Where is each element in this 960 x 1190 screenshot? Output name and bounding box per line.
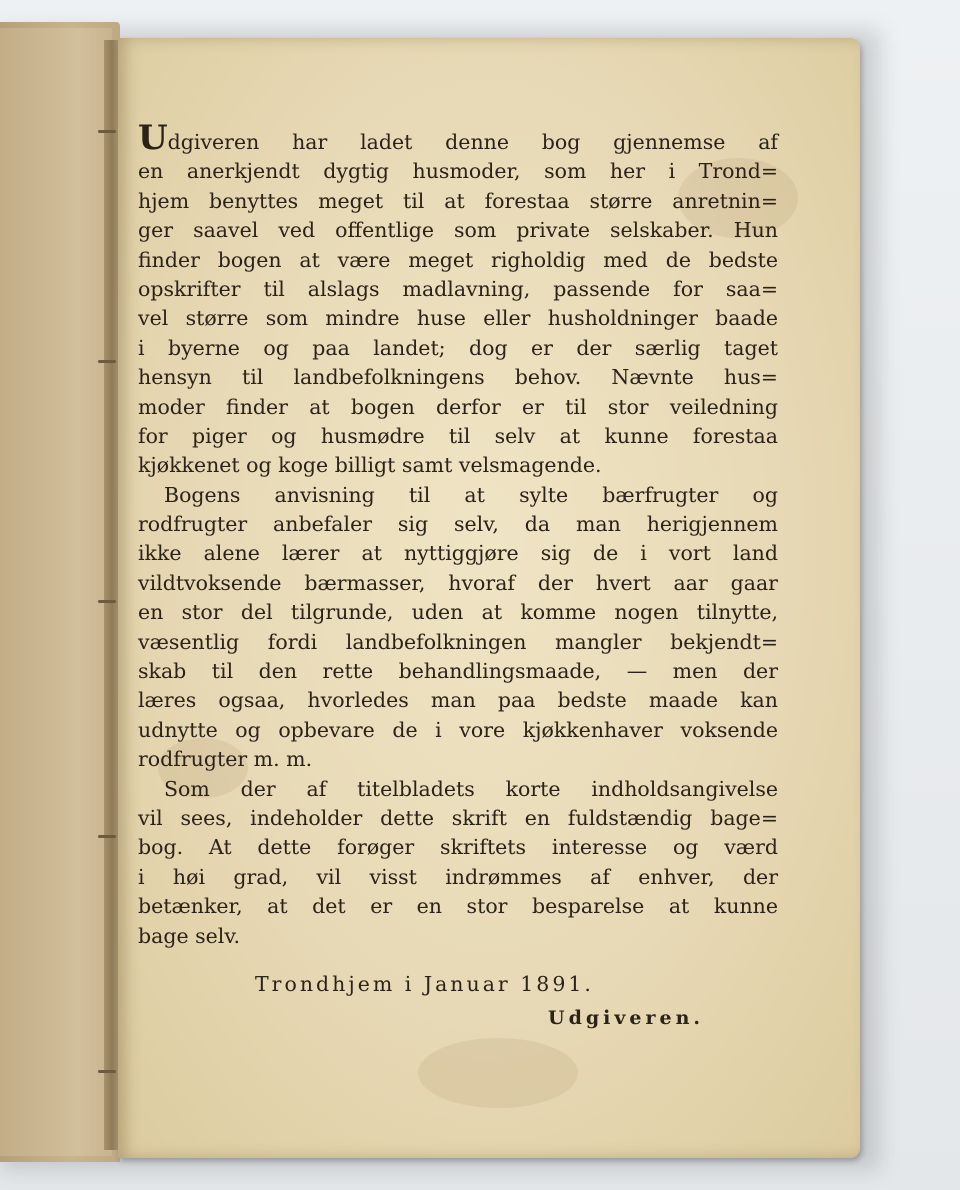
- text-line-content: bog. At dette forøger skriftets interesse og værd: [138, 835, 778, 860]
- binding-stitch: [98, 130, 116, 133]
- text-line: [138, 118, 778, 158]
- text-line-content: for piger og husmødre til selv at kunne forestaa: [138, 423, 778, 448]
- text-line: [138, 804, 778, 833]
- text-line-content: vildtvoksende bærmasser, hvoraf der hvert aar gaar: [138, 570, 778, 595]
- text-line: [138, 422, 778, 451]
- text-line: [138, 363, 778, 392]
- text-line: [138, 569, 778, 598]
- text-line-content: vil sees, indeholder dette skrift en fuldstændig bage=: [138, 805, 778, 830]
- text-line: [138, 775, 778, 804]
- text-line: [138, 892, 778, 921]
- text-line: [138, 922, 778, 951]
- text-line: [138, 393, 778, 422]
- text-line-content: dgiveren har ladet denne bog gjennemse af: [167, 130, 778, 154]
- text-line: [138, 745, 778, 774]
- text-line: [138, 539, 778, 568]
- text-line: [138, 510, 778, 539]
- text-line-content: kjøkkenet og koge billigt samt velsmagende.: [138, 453, 602, 478]
- text-line-content: vel større som mindre huse eller husholdninger baade: [138, 306, 778, 331]
- text-line: [138, 481, 778, 510]
- text-line: [138, 216, 778, 245]
- text-line-content: udnytte og opbevare de i vore kjøkkenhaver voksende: [138, 717, 778, 742]
- left-page-edge: [0, 28, 112, 1156]
- binding-stitch: [98, 360, 116, 363]
- text-line-content: ger saavel ved offentlige som private selskaber. Hun: [138, 218, 778, 243]
- text-line-content: Bogens anvisning til at sylte bærfrugter og: [164, 482, 778, 507]
- binding-stitch: [98, 1070, 116, 1073]
- text-line-content: hensyn til landbefolkningens behov. Nævnte hus=: [138, 365, 778, 390]
- text-line: [138, 334, 778, 363]
- signature-line: Udgiveren.: [548, 1007, 705, 1029]
- place-date-line: Trondhjem i Januar 1891.: [255, 972, 594, 996]
- text-line-content: hjem benyttes meget til at forestaa større anretnin=: [138, 188, 778, 213]
- text-line-content: bage selv.: [138, 923, 240, 948]
- text-line: [138, 686, 778, 715]
- text-line-content: væsentlig fordi landbefolkningen mangler bekjendt=: [138, 629, 778, 654]
- text-line-content: moder finder at bogen derfor er til stor veiledning: [138, 394, 778, 419]
- paragraph-3: [138, 775, 778, 951]
- text-line: [138, 598, 778, 627]
- text-line-content: finder bogen at være meget righoldig med de bedste: [138, 247, 778, 272]
- text-line: [138, 157, 778, 186]
- text-line-content: en anerkjendt dygtig husmoder, som her i Trond=: [138, 159, 778, 184]
- text-line: [138, 187, 778, 216]
- text-line-content: skab til den rette behandlingsmaade, — men der: [138, 659, 778, 684]
- drop-capital: U: [138, 118, 168, 158]
- text-line-content: Som der af titelbladets korte indholdsangivelse: [164, 776, 778, 801]
- paragraph-1: [138, 118, 778, 481]
- text-line: [138, 628, 778, 657]
- text-line: [138, 833, 778, 862]
- binding-stitch: [98, 835, 116, 838]
- text-line-content: betænker, at det er en stor besparelse at kunne: [138, 894, 778, 919]
- text-line-content: ikke alene lærer at nyttiggjøre sig de i vort land: [138, 541, 778, 566]
- text-line: [138, 716, 778, 745]
- text-line: [138, 863, 778, 892]
- text-line-content: i høi grad, vil visst indrømmes af enhver, der: [138, 864, 778, 889]
- text-line: [138, 304, 778, 333]
- binding-stitch: [98, 600, 116, 603]
- paper-stain: [418, 1038, 578, 1108]
- preface-text: [138, 118, 778, 951]
- paragraph-2: [138, 481, 778, 775]
- text-line-content: rodfrugter anbefaler sig selv, da man herigjennem: [138, 512, 778, 537]
- text-line-content: i byerne og paa landet; dog er der særlig taget: [138, 335, 778, 360]
- text-line: [138, 275, 778, 304]
- text-line: [138, 657, 778, 686]
- text-line: [138, 246, 778, 275]
- text-line-content: en stor del tilgrunde, uden at komme nogen tilnytte,: [138, 600, 778, 625]
- text-line-content: læres ogsaa, hvorledes man paa bedste maade kan: [138, 688, 778, 713]
- text-line: [138, 451, 778, 480]
- text-line-content: opskrifter til alslags madlavning, passende for saa=: [138, 276, 778, 301]
- text-line-content: rodfrugter m. m.: [138, 747, 313, 772]
